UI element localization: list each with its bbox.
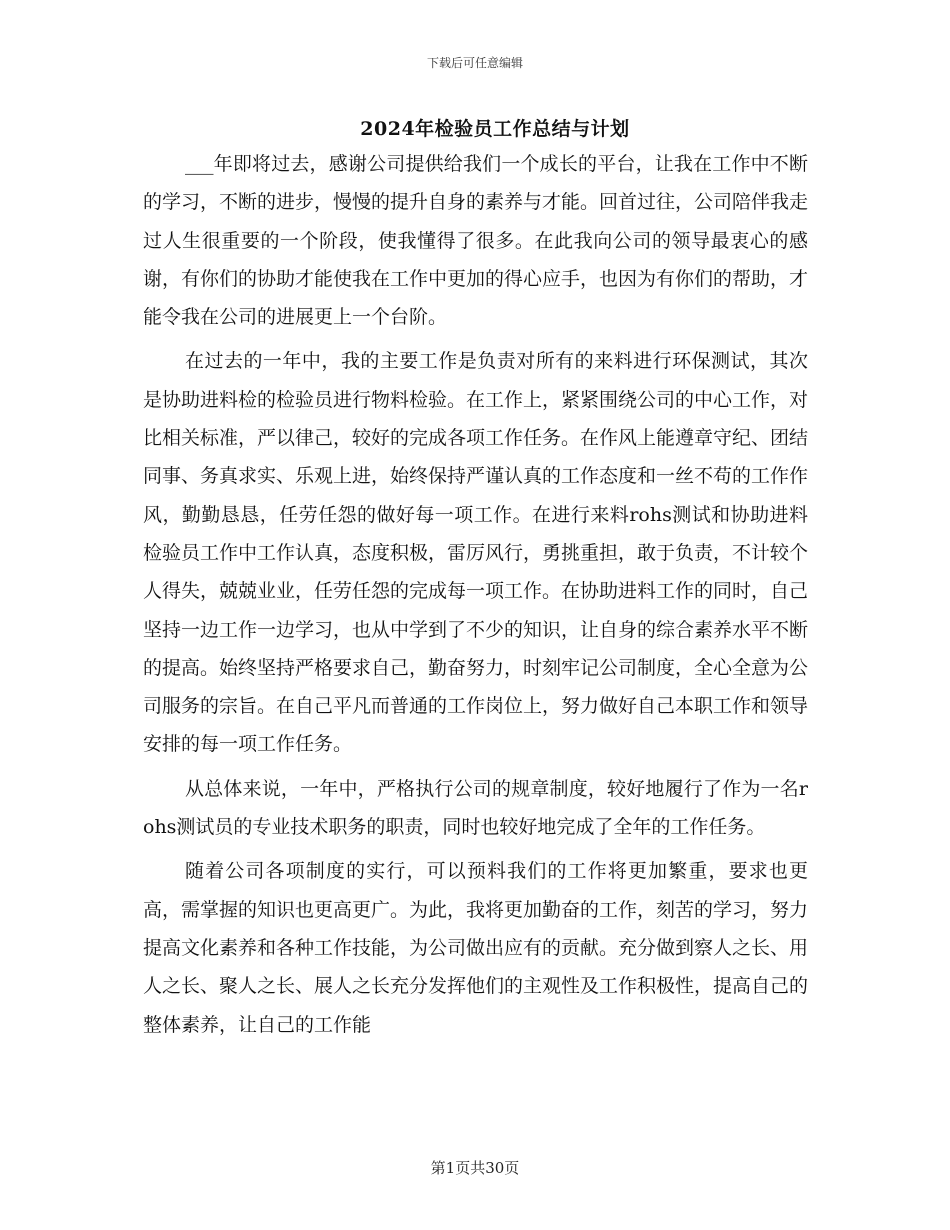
paragraph: 随着公司各项制度的实行，可以预料我们的工作将更加繁重，要求也更高，需掌握的知识也更高更广。为此，我将更加勤奋的工作，刻苦的学习，努力提高文化素养和各种工作技能，为公司做出应有的贡献。充分做到察人之长、用人之长、聚人之长、展人之长充分发挥他们的主观性及工作积极性，提高自己的整体素养，让自己的工作能 [143, 860, 809, 1036]
paragraph: 从总体来说，一年中，严格执行公司的规章制度，较好地履行了作为一名rohs测试员的专业技术职务的职责，同时也较好地完成了全年的工作任务。 [143, 777, 808, 839]
document-body [143, 145, 808, 1050]
page-number: 第1页共30页 [430, 1159, 520, 1177]
header-note: 下载后可任意编辑 [426, 56, 523, 70]
paragraph: ___年即将过去，感谢公司提供给我们一个成长的平台，让我在工作中不断的学习，不断的进步，慢慢的提升自身的素养与才能。回首过往，公司陪伴我走过人生很重要的一个阶段，使我懂得了很多。在此我向公司的领导最衷心的感谢，有你们的协助才能使我在工作中更加的得心应手，也因为有你们的帮助，才能令我在公司的进展更上一个台阶。 [143, 153, 809, 329]
document-title: 2024年检验员工作总结与计划 [360, 118, 630, 140]
paragraph: 在过去的一年中，我的主要工作是负责对所有的来料进行环保测试，其次是协助进料检的检验员进行物料检验。在工作上，紧紧围绕公司的中心工作，对比相关标准，严以律己，较好的完成各项工作任务。在作风上能遵章守纪、团结同事、务真求实、乐观上进，始终保持严谨认真的工作态度和一丝不苟的工作作风，勤勤恳恳，任劳任怨的做好每一项工作。在进行来料rohs测试和协助进料检验员工作中工作认真，态度积极，雷厉风行，勇挑重担，敢于负责，不计较个人得失，兢兢业业，任劳任怨的完成每一项工作。在协助进料工作的同时，自己坚持一边工作一边学习，也从中学到了不少的知识，让自身的综合素养水平不断的提高。始终坚持严格要求自己，勤奋努力，时刻牢记公司制度，全心全意为公司服务的宗旨。在自己平凡而普通的工作岗位上，努力做好自己本职工作和领导安排的每一项工作任务。 [143, 350, 809, 756]
